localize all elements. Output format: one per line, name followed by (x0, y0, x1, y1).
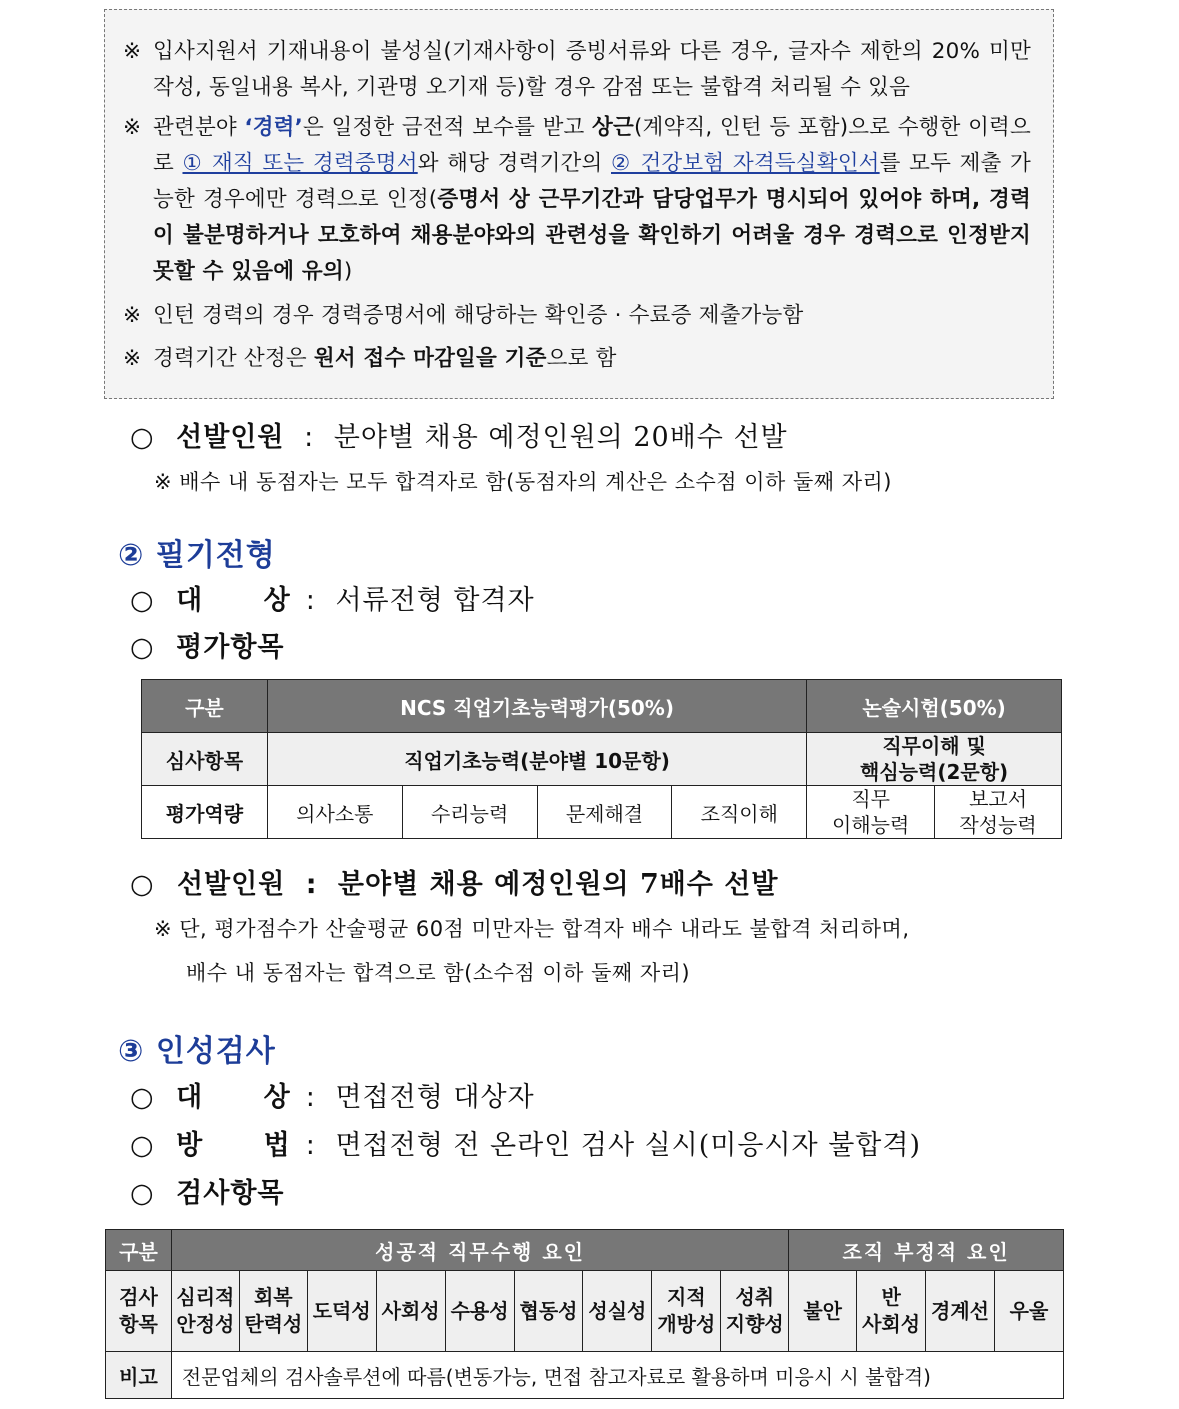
essay-review-line: 직무이해 및 (882, 734, 986, 758)
note-mark: ※ (123, 303, 142, 328)
competency-cell: 문제해결 (537, 786, 672, 839)
note-text: 으로 함 (546, 346, 617, 371)
colon: : (304, 422, 315, 453)
essay-review-items (807, 733, 1062, 786)
note-bold: 증명서 상 근무기간과 담당업무가 명시되어 있어야 하며, 경력이 불분명하거나 모호하여 채용분야와의 관련성을 확인하기 어려울 경우 경력으로 인정받지 못할 수 있음에 유의 (153, 187, 1031, 284)
written-exam-table (141, 679, 1062, 839)
note-item (123, 298, 1031, 334)
target-text: 서류전형 합격자 (335, 585, 535, 616)
test-item-cell (994, 1271, 1063, 1352)
table-header-ncs: NCS 직업기초능력평가(50%) (267, 680, 806, 733)
bullet: ○ (130, 422, 155, 453)
selection-label: 선발인원 (176, 422, 285, 453)
section-heading-written: ② 필기전형 (118, 538, 276, 573)
note-text: ) (343, 259, 353, 284)
insurance-underlined: ② 건강보험 자격득실확인서 (611, 151, 880, 176)
items-label: 평가항목 (176, 632, 285, 663)
test-item-cell (171, 1271, 239, 1352)
bullet: ○ (130, 585, 155, 616)
note-text: 입사지원서 기재내용이 불성실(기재사항이 증빙서류와 다른 경우, 글자수 제한의 20% 미만 작성, 동일내용 복사, 기관명 오기재 등)할 경우 감점 또는 불합격 처리될 수 있음 (153, 39, 1031, 100)
test-item-line: 사회성 (862, 1312, 921, 1336)
items-label: 검사항목 (176, 1178, 285, 1209)
ncs-review-items: 직업기초능력(분야별 10문항) (267, 733, 806, 786)
doc-selection-line (130, 415, 788, 454)
table-header-success: 성공적 직무수행 요인 (171, 1230, 788, 1271)
table-header-negative: 조직 부정적 요인 (789, 1230, 1064, 1271)
test-item-cell (789, 1271, 857, 1352)
test-item-line: 반 (881, 1285, 901, 1309)
colon: : (305, 1130, 316, 1161)
test-item-cell (583, 1271, 652, 1352)
note-text: (계약직, 인턴 등 포함)으로 수행한 이력으로 (153, 115, 1031, 176)
test-item-line: 수용성 (450, 1298, 509, 1323)
certificate-underlined: ① 재직 또는 경력증명서 (182, 151, 418, 176)
row-label-competency: 평가역량 (142, 786, 268, 839)
colon: : (305, 1082, 316, 1113)
competency-cell: 수리능력 (402, 786, 537, 839)
essay-review-line: 핵심능력(2문항) (860, 760, 1009, 784)
test-item-line: 안정성 (176, 1312, 235, 1336)
method-label: 방 법 (176, 1130, 291, 1161)
note-item (123, 110, 1031, 290)
test-item-cell (445, 1271, 514, 1352)
test-item-cell (307, 1271, 376, 1352)
test-item-cell (652, 1271, 721, 1352)
note-mark: ※ (123, 346, 142, 371)
note-mark: ※ (123, 115, 142, 140)
competency-cell (935, 786, 1062, 839)
written-items-line (130, 625, 284, 664)
notice-box (104, 9, 1054, 399)
colon: : (305, 585, 316, 616)
test-item-line: 협동성 (519, 1298, 578, 1323)
target-label: 대 상 (176, 1082, 291, 1113)
selection-text: 분야별 채용 예정인원의 7배수 선발 (337, 869, 779, 900)
written-note-line: 배수 내 동점자는 합격으로 함(소수점 이하 둘째 자리) (186, 961, 691, 985)
personality-target-line (130, 1075, 535, 1114)
selection-label: 선발인원 (176, 869, 286, 900)
competency-cell: 의사소통 (267, 786, 402, 839)
test-item-cell (239, 1271, 307, 1352)
row-label-line: 항목 (119, 1312, 158, 1336)
note-text: 경력기간 산정은 (153, 346, 314, 371)
doc-selection-note: ※ 배수 내 동점자는 모두 합격자로 함(동점자의 계산은 소수점 이하 둘째 자리) (154, 470, 892, 494)
bullet: ○ (130, 1178, 155, 1209)
note-bold: 상근 (591, 115, 634, 140)
personality-items-line (130, 1171, 284, 1210)
target-label: 대 상 (176, 585, 291, 616)
test-item-line: 탄력성 (244, 1312, 303, 1336)
written-note-line: ※ 단, 평가점수가 산술평균 60점 미만자는 합격자 배수 내라도 불합격 처리하며, (154, 917, 910, 941)
table-header-essay: 논술시험(50%) (807, 680, 1062, 733)
competency-line: 직무 (851, 787, 890, 811)
note-mark: ※ (123, 39, 142, 64)
test-item-cell (721, 1271, 789, 1352)
note-item (123, 341, 1031, 377)
row-label-test-items (106, 1271, 172, 1352)
note-text: 와 해당 경력기간의 (417, 151, 611, 176)
competency-line: 보고서 (969, 787, 1028, 811)
personality-test-table (105, 1229, 1064, 1399)
career-keyword: ‘경력’ (244, 115, 304, 140)
row-label-line: 검사 (119, 1285, 158, 1309)
test-item-line: 사회성 (381, 1298, 440, 1323)
colon: : (305, 869, 318, 900)
test-item-line: 개방성 (657, 1312, 716, 1336)
target-text: 면접전형 대상자 (335, 1082, 535, 1113)
note-item (123, 34, 1031, 106)
competency-line: 이해능력 (832, 813, 910, 837)
bullet: ○ (130, 869, 155, 900)
row-label-review-items: 심사항목 (142, 733, 268, 786)
table-header-gubun: 구분 (106, 1230, 172, 1271)
test-item-line: 회복 (253, 1285, 293, 1309)
personality-method-line (130, 1123, 921, 1162)
test-item-cell (376, 1271, 445, 1352)
test-item-line: 성취 (735, 1285, 775, 1309)
test-item-line: 우울 (1009, 1298, 1049, 1323)
test-item-cell (926, 1271, 995, 1352)
test-item-line: 경계선 (931, 1298, 989, 1323)
table-header-gubun: 구분 (142, 680, 268, 733)
test-item-line: 성실성 (588, 1298, 647, 1323)
competency-line: 작성능력 (959, 813, 1037, 837)
written-selection-line (130, 862, 778, 901)
note-text: 관련분야 (153, 115, 245, 140)
remark-text: 전문업체의 검사솔루션에 따름(변동가능, 면접 참고자료로 활용하며 미응시 시 불합격) (171, 1352, 1063, 1399)
test-item-cell (857, 1271, 926, 1352)
test-item-line: 심리적 (176, 1285, 235, 1309)
test-item-line: 지적 (667, 1285, 706, 1309)
test-item-cell (514, 1271, 583, 1352)
note-bold: 원서 접수 마감일을 기준 (313, 346, 547, 371)
competency-cell (807, 786, 935, 839)
note-text: 은 일정한 금전적 보수를 받고 (303, 115, 592, 140)
test-item-line: 도덕성 (312, 1298, 371, 1323)
bullet: ○ (130, 1130, 155, 1161)
bullet: ○ (130, 1082, 155, 1113)
method-text: 면접전형 전 온라인 검사 실시(미응시자 불합격) (335, 1130, 921, 1161)
written-target-line (130, 578, 535, 617)
note-text: 인턴 경력의 경우 경력증명서에 해당하는 확인증 · 수료증 제출가능함 (153, 303, 804, 328)
row-label-remark: 비고 (106, 1352, 172, 1399)
competency-cell: 조직이해 (672, 786, 807, 839)
bullet: ○ (130, 632, 155, 663)
test-item-line: 지향성 (725, 1312, 784, 1336)
selection-text: 분야별 채용 예정인원의 20배수 선발 (333, 422, 788, 453)
section-heading-personality: ③ 인성검사 (118, 1034, 276, 1069)
test-item-line: 불안 (803, 1298, 842, 1323)
note-text: 를 모두 제출 가능한 경우에만 경력으로 인정( (153, 151, 1031, 212)
